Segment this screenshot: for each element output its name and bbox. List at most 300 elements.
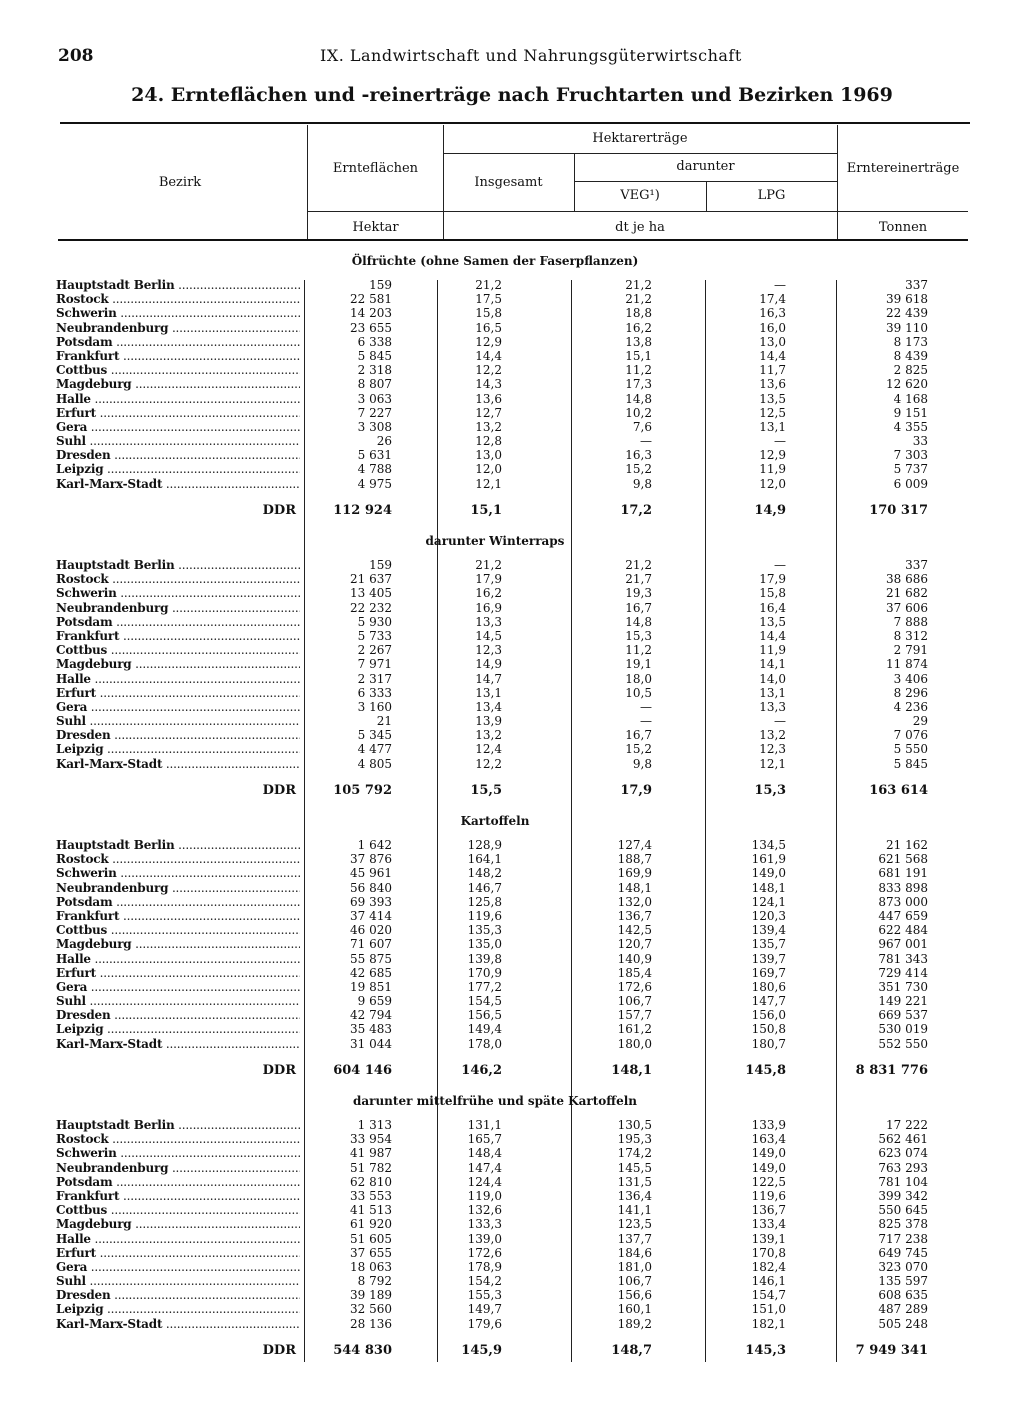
- insgesamt-value: 156,5: [467, 1008, 502, 1023]
- veg-value: 21,2: [625, 278, 652, 292]
- veg-value: 127,4: [617, 838, 652, 852]
- bezirk-name: Gera .....: [56, 420, 300, 434]
- bezirk-name: Neubrandenburg .....: [56, 881, 300, 895]
- table-row: [0, 321, 1024, 335]
- table-row: [0, 1022, 1024, 1036]
- ernteflaeche-value: 2 318: [357, 363, 392, 378]
- bezirk-name: Cottbus .....: [56, 1203, 300, 1217]
- veg-value: 188,7: [617, 852, 652, 867]
- bezirk-name: Erfurt .....: [56, 686, 300, 700]
- insgesamt-value: 13,0: [475, 448, 502, 463]
- ernteflaeche-value: 22 232: [350, 600, 392, 615]
- ernteflaeche-value: 159: [369, 558, 392, 572]
- lpg-value: 12,5: [759, 405, 786, 420]
- erntereinertrag-value: 4 236: [893, 699, 928, 714]
- lpg-value: 17,9: [759, 572, 786, 587]
- erntereinertrag-value: 763 293: [878, 1160, 928, 1175]
- lpg-value: 12,0: [759, 476, 786, 491]
- bezirk-name: Dresden .....: [56, 448, 300, 462]
- insgesamt-value: 119,6: [467, 908, 502, 923]
- ernteflaeche-value: 26: [376, 434, 392, 449]
- lpg-value: 180,6: [751, 979, 786, 994]
- lpg-value: 13,3: [759, 699, 786, 714]
- bezirk-name: Schwerin .....: [56, 306, 300, 320]
- header-lpg: LPG: [757, 188, 786, 203]
- table-row: [0, 895, 1024, 909]
- table-row: [0, 643, 1024, 657]
- bezirk-name: Potsdam .....: [56, 615, 300, 629]
- ernteflaeche-value: 4 788: [357, 462, 392, 477]
- bezirk-name: Frankfurt .....: [56, 349, 300, 363]
- table-row: [0, 966, 1024, 980]
- ernteflaeche-total: 544 830: [333, 1342, 392, 1358]
- lpg-value: 12,1: [759, 756, 786, 771]
- erntereinertrag-value: 681 191: [878, 866, 928, 881]
- ernteflaeche-total: 105 792: [333, 782, 392, 798]
- veg-value: 9,8: [632, 756, 652, 771]
- veg-value: 13,8: [625, 334, 652, 349]
- insgesamt-value: 13,6: [475, 391, 502, 406]
- erntereinertrag-value: 337: [905, 558, 928, 572]
- lpg-value: 149,0: [751, 1146, 786, 1161]
- erntereinertrag-value: 7 076: [893, 728, 928, 743]
- table-row: [0, 1037, 1024, 1051]
- insgesamt-value: 178,0: [467, 1036, 502, 1051]
- bezirk-name: Rostock .....: [56, 852, 300, 866]
- header-darunter: darunter: [676, 159, 735, 174]
- insgesamt-value: 14,7: [475, 671, 502, 686]
- insgesamt-value: 177,2: [467, 979, 502, 994]
- bezirk-name: Dresden .....: [56, 1008, 300, 1022]
- section-title: darunter Winterraps: [425, 534, 565, 548]
- insgesamt-value: 12,2: [475, 363, 502, 378]
- erntereinertrag-value: 7 303: [893, 448, 928, 463]
- erntereinertrag-value: 550 645: [878, 1203, 928, 1218]
- lpg-value: 13,1: [759, 685, 786, 700]
- bezirk-name: Suhl .....: [56, 1274, 300, 1288]
- total-label: DDR: [262, 1342, 296, 1358]
- ernteflaeche-value: 1 642: [357, 838, 392, 852]
- veg-value: 120,7: [617, 937, 652, 952]
- lpg-value: 170,8: [751, 1245, 786, 1260]
- erntereinertrag-value: 447 659: [878, 908, 928, 923]
- ernteflaeche-value: 19 851: [350, 979, 392, 994]
- page-header: [0, 46, 1024, 70]
- section-title: Ölfrüchte (ohne Samen der Faserpflanzen): [351, 254, 639, 268]
- ernteflaeche-value: 2 267: [357, 643, 392, 658]
- lpg-value: 147,7: [751, 994, 786, 1009]
- header-divider: [307, 211, 968, 212]
- veg-value: 21,2: [625, 292, 652, 307]
- bezirk-name: Cottbus .....: [56, 363, 300, 377]
- erntereinertrag-value: 562 461: [878, 1132, 928, 1147]
- table-row: [0, 349, 1024, 363]
- ernteflaeche-value: 4 477: [357, 742, 392, 757]
- bezirk-name: Karl-Marx-Stadt .....: [56, 757, 300, 771]
- ernteflaeche-value: 14 203: [350, 306, 392, 321]
- insgesamt-value: 154,2: [467, 1274, 502, 1289]
- erntereinertrag-value: 12 620: [886, 377, 928, 392]
- total-row: [0, 503, 1024, 519]
- erntereinertrag-value: 552 550: [878, 1036, 928, 1051]
- veg-value: 15,2: [625, 742, 652, 757]
- lpg-value: 11,9: [759, 462, 786, 477]
- lpg-value: 12,3: [759, 742, 786, 757]
- bezirk-name: Leipzig .....: [56, 462, 300, 476]
- erntereinertrag-value: 29: [912, 714, 928, 729]
- insgesamt-value: 149,7: [467, 1302, 502, 1317]
- lpg-value: 13,2: [759, 728, 786, 743]
- ernteflaeche-value: 71 607: [350, 937, 392, 952]
- veg-value: 19,1: [625, 657, 652, 672]
- erntereinertrag-value: 873 000: [878, 894, 928, 909]
- erntereinertrag-total: 170 317: [869, 502, 928, 518]
- table-row: [0, 838, 1024, 852]
- veg-value: 7,6: [632, 419, 652, 434]
- erntereinertrag-value: 8 439: [893, 348, 928, 363]
- lpg-value: 150,8: [751, 1022, 786, 1037]
- erntereinertrag-value: 4 168: [893, 391, 928, 406]
- total-row: [0, 783, 1024, 799]
- insgesamt-value: 12,1: [475, 476, 502, 491]
- erntereinertrag-value: 17 222: [886, 1118, 928, 1132]
- veg-value: 136,4: [617, 1188, 652, 1203]
- insgesamt-value: 119,0: [467, 1188, 502, 1203]
- lpg-value: 149,0: [751, 866, 786, 881]
- lpg-value: 12,9: [759, 448, 786, 463]
- table-row: [0, 615, 1024, 629]
- table-row: [0, 558, 1024, 572]
- veg-value: —: [640, 714, 652, 729]
- ernteflaeche-value: 32 560: [350, 1302, 392, 1317]
- insgesamt-value: 12,8: [475, 434, 502, 449]
- erntereinertrag-total: 8 831 776: [855, 1062, 928, 1078]
- bezirk-name: Erfurt .....: [56, 406, 300, 420]
- insgesamt-value: 128,9: [467, 838, 502, 852]
- section-title: Kartoffeln: [460, 814, 530, 828]
- table-row: [0, 686, 1024, 700]
- erntereinertrag-value: 5 845: [893, 756, 928, 771]
- ernteflaeche-value: 42 794: [350, 1008, 392, 1023]
- total-row: [0, 1343, 1024, 1359]
- insgesamt-value: 21,2: [475, 278, 502, 292]
- ernteflaeche-value: 8 807: [357, 377, 392, 392]
- bezirk-name: Magdeburg .....: [56, 377, 300, 391]
- veg-value: 148,1: [617, 880, 652, 895]
- ernteflaeche-value: 45 961: [350, 866, 392, 881]
- lpg-value: 17,4: [759, 292, 786, 307]
- bezirk-name: Rostock .....: [56, 572, 300, 586]
- table-row: [0, 363, 1024, 377]
- ernteflaeche-value: 62 810: [350, 1174, 392, 1189]
- insgesamt-total: 145,9: [461, 1342, 502, 1358]
- insgesamt-value: 13,3: [475, 614, 502, 629]
- insgesamt-value: 14,4: [475, 348, 502, 363]
- table-row: [0, 1302, 1024, 1316]
- bezirk-name: Hauptstadt Berlin .....: [56, 838, 300, 852]
- lpg-value: 119,6: [751, 1188, 786, 1203]
- veg-value: 160,1: [617, 1302, 652, 1317]
- ernteflaeche-value: 41 513: [350, 1203, 392, 1218]
- lpg-value: 14,1: [759, 657, 786, 672]
- lpg-value: 139,7: [751, 951, 786, 966]
- veg-value: 19,3: [625, 586, 652, 601]
- insgesamt-value: 13,4: [475, 699, 502, 714]
- bezirk-name: Halle .....: [56, 672, 300, 686]
- insgesamt-value: 155,3: [467, 1288, 502, 1303]
- veg-value: 184,6: [617, 1245, 652, 1260]
- total-label: DDR: [262, 782, 296, 798]
- header-hektarertraege: Hektarerträge: [592, 131, 688, 146]
- ernteflaeche-value: 3 063: [357, 391, 392, 406]
- insgesamt-value: 12,7: [475, 405, 502, 420]
- veg-value: 181,0: [617, 1259, 652, 1274]
- insgesamt-value: 148,4: [467, 1146, 502, 1161]
- bezirk-name: Neubrandenburg .....: [56, 601, 300, 615]
- erntereinertrag-value: 39 110: [886, 320, 928, 335]
- insgesamt-value: 179,6: [467, 1316, 502, 1331]
- veg-value: 174,2: [617, 1146, 652, 1161]
- lpg-value: 16,4: [759, 600, 786, 615]
- insgesamt-value: 131,1: [467, 1118, 502, 1132]
- total-label: DDR: [262, 502, 296, 518]
- veg-value: 123,5: [617, 1217, 652, 1232]
- bezirk-name: Schwerin .....: [56, 866, 300, 880]
- bezirk-name: Neubrandenburg .....: [56, 1161, 300, 1175]
- table-row: [0, 852, 1024, 866]
- lpg-value: 135,7: [751, 937, 786, 952]
- erntereinertrag-value: 8 296: [893, 685, 928, 700]
- table-row: [0, 1008, 1024, 1022]
- lpg-value: 163,4: [751, 1132, 786, 1147]
- lpg-total: 145,8: [745, 1062, 786, 1078]
- ernteflaeche-value: 23 655: [350, 320, 392, 335]
- table-title: 24. Ernteflächen und -reinerträge nach Fruchtarten und Bezirken 1969: [131, 84, 893, 106]
- ernteflaeche-value: 33 954: [350, 1132, 392, 1147]
- erntereinertrag-value: 833 898: [878, 880, 928, 895]
- lpg-value: 13,5: [759, 614, 786, 629]
- veg-value: —: [640, 434, 652, 449]
- table-row: [0, 700, 1024, 714]
- lpg-value: 15,8: [759, 586, 786, 601]
- ernteflaeche-value: 51 782: [350, 1160, 392, 1175]
- erntereinertrag-value: 22 439: [886, 306, 928, 321]
- insgesamt-value: 135,3: [467, 923, 502, 938]
- insgesamt-value: 149,4: [467, 1022, 502, 1037]
- bezirk-name: Neubrandenburg .....: [56, 321, 300, 335]
- table-row: [0, 292, 1024, 306]
- lpg-value: 134,5: [751, 838, 786, 852]
- ernteflaeche-value: 35 483: [350, 1022, 392, 1037]
- table-row: [0, 1217, 1024, 1231]
- header-erntereinertraege: Erntereinerträge: [846, 161, 960, 176]
- veg-value: 16,2: [625, 320, 652, 335]
- table-row: [0, 1274, 1024, 1288]
- table-row: [0, 657, 1024, 671]
- table-row: [0, 278, 1024, 292]
- table-row: [0, 601, 1024, 615]
- ernteflaeche-value: 61 920: [350, 1217, 392, 1232]
- table-row: [0, 757, 1024, 771]
- table-row: [0, 377, 1024, 391]
- ernteflaeche-value: 22 581: [350, 292, 392, 307]
- veg-value: 17,3: [625, 377, 652, 392]
- insgesamt-value: 170,9: [467, 965, 502, 980]
- total-label: DDR: [262, 1062, 296, 1078]
- erntereinertrag-value: 717 238: [878, 1231, 928, 1246]
- veg-value: 18,8: [625, 306, 652, 321]
- bezirk-name: Dresden .....: [56, 1288, 300, 1302]
- insgesamt-value: 13,2: [475, 728, 502, 743]
- erntereinertrag-value: 608 635: [878, 1288, 928, 1303]
- ernteflaeche-value: 159: [369, 278, 392, 292]
- insgesamt-value: 139,0: [467, 1231, 502, 1246]
- insgesamt-total: 15,1: [470, 502, 502, 518]
- lpg-value: 182,4: [751, 1259, 786, 1274]
- ernteflaeche-value: 5 631: [357, 448, 392, 463]
- ernteflaeche-value: 5 930: [357, 614, 392, 629]
- ernteflaeche-value: 3 160: [357, 699, 392, 714]
- insgesamt-total: 146,2: [461, 1062, 502, 1078]
- ernteflaeche-value: 56 840: [350, 880, 392, 895]
- lpg-total: 145,3: [745, 1342, 786, 1358]
- table-row: [0, 629, 1024, 643]
- table-row: [0, 406, 1024, 420]
- table-row: [0, 1288, 1024, 1302]
- insgesamt-value: 15,8: [475, 306, 502, 321]
- veg-value: 130,5: [617, 1118, 652, 1132]
- lpg-value: —: [774, 558, 786, 572]
- ernteflaeche-value: 8 792: [357, 1274, 392, 1289]
- insgesamt-value: 124,4: [467, 1174, 502, 1189]
- header-bezirk: Bezirk: [158, 175, 202, 190]
- bezirk-name: Magdeburg .....: [56, 937, 300, 951]
- erntereinertrag-value: 9 151: [893, 405, 928, 420]
- erntereinertrag-value: 781 104: [878, 1174, 928, 1189]
- veg-value: 137,7: [617, 1231, 652, 1246]
- lpg-value: 139,4: [751, 923, 786, 938]
- bezirk-name: Gera .....: [56, 1260, 300, 1274]
- lpg-value: 120,3: [751, 908, 786, 923]
- erntereinertrag-value: 135 597: [878, 1274, 928, 1289]
- bezirk-name: Gera .....: [56, 700, 300, 714]
- table-row: [0, 672, 1024, 686]
- bezirk-name: Erfurt .....: [56, 966, 300, 980]
- erntereinertrag-value: 351 730: [878, 979, 928, 994]
- insgesamt-value: 133,3: [467, 1217, 502, 1232]
- veg-value: 189,2: [617, 1316, 652, 1331]
- insgesamt-value: 147,4: [467, 1160, 502, 1175]
- ernteflaeche-value: 42 685: [350, 965, 392, 980]
- ernteflaeche-value: 3 308: [357, 419, 392, 434]
- lpg-value: 16,3: [759, 306, 786, 321]
- table-row: [0, 1161, 1024, 1175]
- insgesamt-total: 15,5: [470, 782, 502, 798]
- erntereinertrag-value: 8 312: [893, 628, 928, 643]
- lpg-value: 13,6: [759, 377, 786, 392]
- lpg-value: 16,0: [759, 320, 786, 335]
- insgesamt-value: 165,7: [467, 1132, 502, 1147]
- lpg-value: 161,9: [751, 852, 786, 867]
- table-row: [0, 742, 1024, 756]
- insgesamt-value: 135,0: [467, 937, 502, 952]
- insgesamt-value: 12,0: [475, 462, 502, 477]
- bezirk-name: Suhl .....: [56, 434, 300, 448]
- ernteflaeche-value: 13 405: [350, 586, 392, 601]
- insgesamt-value: 16,2: [475, 586, 502, 601]
- lpg-value: 124,1: [751, 894, 786, 909]
- insgesamt-value: 139,8: [467, 951, 502, 966]
- erntereinertrag-value: 11 874: [886, 657, 928, 672]
- table-row: [0, 881, 1024, 895]
- bezirk-name: Rostock .....: [56, 292, 300, 306]
- bezirk-name: Karl-Marx-Stadt .....: [56, 1317, 300, 1331]
- erntereinertrag-value: 669 537: [878, 1008, 928, 1023]
- erntereinertrag-value: 8 173: [893, 334, 928, 349]
- insgesamt-value: 17,9: [475, 572, 502, 587]
- erntereinertrag-value: 21 162: [886, 838, 928, 852]
- insgesamt-value: 164,1: [467, 852, 502, 867]
- table-row: [0, 1146, 1024, 1160]
- lpg-value: 146,1: [751, 1274, 786, 1289]
- bezirk-name: Frankfurt .....: [56, 629, 300, 643]
- insgesamt-value: 13,1: [475, 685, 502, 700]
- erntereinertrag-value: 337: [905, 278, 928, 292]
- ernteflaeche-value: 6 338: [357, 334, 392, 349]
- table-row: [0, 306, 1024, 320]
- erntereinertrag-value: 622 484: [878, 923, 928, 938]
- erntereinertrag-value: 4 355: [893, 419, 928, 434]
- veg-value: 172,6: [617, 979, 652, 994]
- insgesamt-value: 12,9: [475, 334, 502, 349]
- erntereinertrag-value: 621 568: [878, 852, 928, 867]
- ernteflaeche-value: 37 414: [350, 908, 392, 923]
- bezirk-name: Cottbus .....: [56, 923, 300, 937]
- lpg-value: 169,7: [751, 965, 786, 980]
- ernteflaeche-value: 7 227: [357, 405, 392, 420]
- lpg-value: 149,0: [751, 1160, 786, 1175]
- table-row: [0, 866, 1024, 880]
- lpg-value: 14,4: [759, 348, 786, 363]
- bezirk-name: Potsdam .....: [56, 1175, 300, 1189]
- erntereinertrag-value: 5 550: [893, 742, 928, 757]
- bezirk-name: Halle .....: [56, 392, 300, 406]
- table-row: [0, 1232, 1024, 1246]
- bezirk-name: Schwerin .....: [56, 1146, 300, 1160]
- veg-value: 157,7: [617, 1008, 652, 1023]
- ernteflaeche-value: 41 987: [350, 1146, 392, 1161]
- veg-value: 11,2: [625, 363, 652, 378]
- veg-value: 136,7: [617, 908, 652, 923]
- bezirk-name: Potsdam .....: [56, 335, 300, 349]
- table-row: [0, 477, 1024, 491]
- veg-total: 148,7: [611, 1342, 652, 1358]
- lpg-value: —: [774, 434, 786, 449]
- bezirk-name: Magdeburg .....: [56, 657, 300, 671]
- veg-value: 106,7: [617, 1274, 652, 1289]
- table-row: [0, 937, 1024, 951]
- ernteflaeche-value: 39 189: [350, 1288, 392, 1303]
- table-row: [0, 728, 1024, 742]
- veg-value: 145,5: [617, 1160, 652, 1175]
- bezirk-name: Halle .....: [56, 1232, 300, 1246]
- erntereinertrag-value: 487 289: [878, 1302, 928, 1317]
- lpg-total: 15,3: [754, 782, 786, 798]
- ernteflaeche-total: 112 924: [333, 502, 392, 518]
- ernteflaeche-value: 4 805: [357, 756, 392, 771]
- veg-value: 18,0: [625, 671, 652, 686]
- bezirk-name: Rostock .....: [56, 1132, 300, 1146]
